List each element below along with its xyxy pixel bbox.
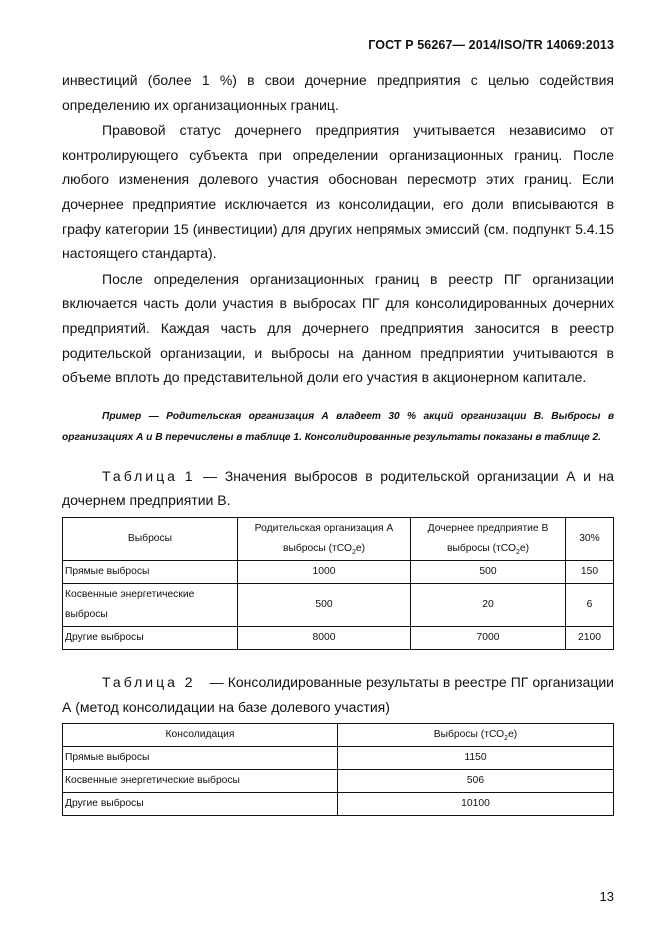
table1-header-subsidiary-line1: Дочернее предприятие В xyxy=(427,522,549,534)
table1-header-row xyxy=(63,517,614,560)
table2-row-value: 1150 xyxy=(338,747,614,770)
table1-header-share: 30% xyxy=(566,517,614,560)
table1-row-parent-value: 500 xyxy=(238,583,411,626)
table1-header-subsidiary-unit-end: е) xyxy=(519,542,530,554)
table1-header-subsidiary-unit: выбросы (тСО xyxy=(446,542,516,554)
table-row xyxy=(63,626,614,649)
table1-row-share-value: 150 xyxy=(566,560,614,583)
table1-row-name: Другие выбросы xyxy=(63,626,238,649)
table1-header-subsidiary-line2 xyxy=(413,539,563,559)
table2-row-name: Косвенные энергетические выбросы xyxy=(63,770,338,793)
table-row xyxy=(63,747,614,770)
table1-row-name: Прямые выбросы xyxy=(63,560,238,583)
table2-caption xyxy=(62,670,614,719)
table1 xyxy=(62,517,614,650)
table-row xyxy=(63,770,614,793)
table2-header-row xyxy=(63,724,614,747)
table-row xyxy=(63,793,614,816)
table1-row-share-value: 2100 xyxy=(566,626,614,649)
table2-label: Таблица 2 xyxy=(102,673,196,690)
table2-row-value: 506 xyxy=(338,770,614,793)
table1-row-subsidiary-value: 500 xyxy=(411,560,566,583)
table1-row-subsidiary-value: 20 xyxy=(411,583,566,626)
document-header: ГОСТ Р 56267— 2014/ISO/TR 14069:2013 xyxy=(368,38,614,52)
table2-header-unit: Выбросы (тСО xyxy=(433,729,505,741)
table1-header-subsidiary-sub: 2 xyxy=(515,548,520,556)
table1-caption xyxy=(62,464,614,513)
paragraph-3: После определения организационных границ в реестр ПГ организации включается часть доли участия в выбросах ПГ для консолидированных дочерних предприятий. Каждая часть для дочернего предприятия заносится в реестр родительской организации, и выбросы на данном предприятии учитываются в объеме вплоть до представительной доли его участия в акционерном капитале. xyxy=(62,270,614,386)
table1-header-parent-sub: 2 xyxy=(351,548,356,556)
table2-row-name: Другие выбросы xyxy=(63,793,338,816)
table2-row-name: Прямые выбросы xyxy=(63,747,338,770)
table1-header-parent-unit-end: е) xyxy=(355,542,366,554)
table2-header-sub: 2 xyxy=(504,735,509,743)
table1-header-parent-line1: Родительская организация А xyxy=(254,522,394,534)
page-content xyxy=(62,68,614,816)
table1-header-parent-line2 xyxy=(240,539,408,559)
table1-header-emissions: Выбросы xyxy=(63,517,238,560)
table-row xyxy=(63,560,614,583)
table2-header-emissions xyxy=(338,724,614,747)
table2-row-value: 10100 xyxy=(338,793,614,816)
table1-row-parent-value: 8000 xyxy=(238,626,411,649)
table2-title: — Консолидированные результаты в реестре ПГ организации А (метод консолидации на базе долевого участия) xyxy=(62,673,614,715)
table1-header-parent xyxy=(238,517,411,560)
page-number: 13 xyxy=(599,889,614,904)
table1-label: Таблица 1 xyxy=(102,467,196,484)
table1-header-parent-unit: выбросы (тСО xyxy=(282,542,352,554)
table2 xyxy=(62,723,614,816)
table2-header-consolidation: Консолидация xyxy=(63,724,338,747)
table1-title: — Значения выбросов в родительской организации А и на дочернем предприятии В. xyxy=(62,467,614,509)
paragraph-1: инвестиций (более 1 %) в свои дочерние предприятия с целью содействия определению их организационных границ. xyxy=(62,72,614,113)
table2-header-unit-end: е) xyxy=(508,729,518,741)
table1-row-parent-value: 1000 xyxy=(238,560,411,583)
table1-row-subsidiary-value: 7000 xyxy=(411,626,566,649)
table1-row-share-value: 6 xyxy=(566,583,614,626)
table-row xyxy=(63,583,614,626)
example-note: Пример — Родительская организация А владеет 30 % акций организации В. Выбросы в организациях А и В перечислены в таблице 1. Консолидированные результаты показаны в таблице 2. xyxy=(62,410,614,443)
table1-header-subsidiary xyxy=(411,517,566,560)
table1-row-name: Косвенные энергетические выбросы xyxy=(63,583,238,626)
paragraph-2: Правовой статус дочернего предприятия учитывается независимо от контролирующего субъекта при определении организационных границ. После любого изменения долевого участия обоснован пересмотр этих границ. Если дочернее предприятие исключается из консолидации, его доли вписываются в графу категории 15 (инвестиции) для других непрямых эмиссий (см. подпункт 5.4.15 настоящего стандарта). xyxy=(62,122,614,262)
